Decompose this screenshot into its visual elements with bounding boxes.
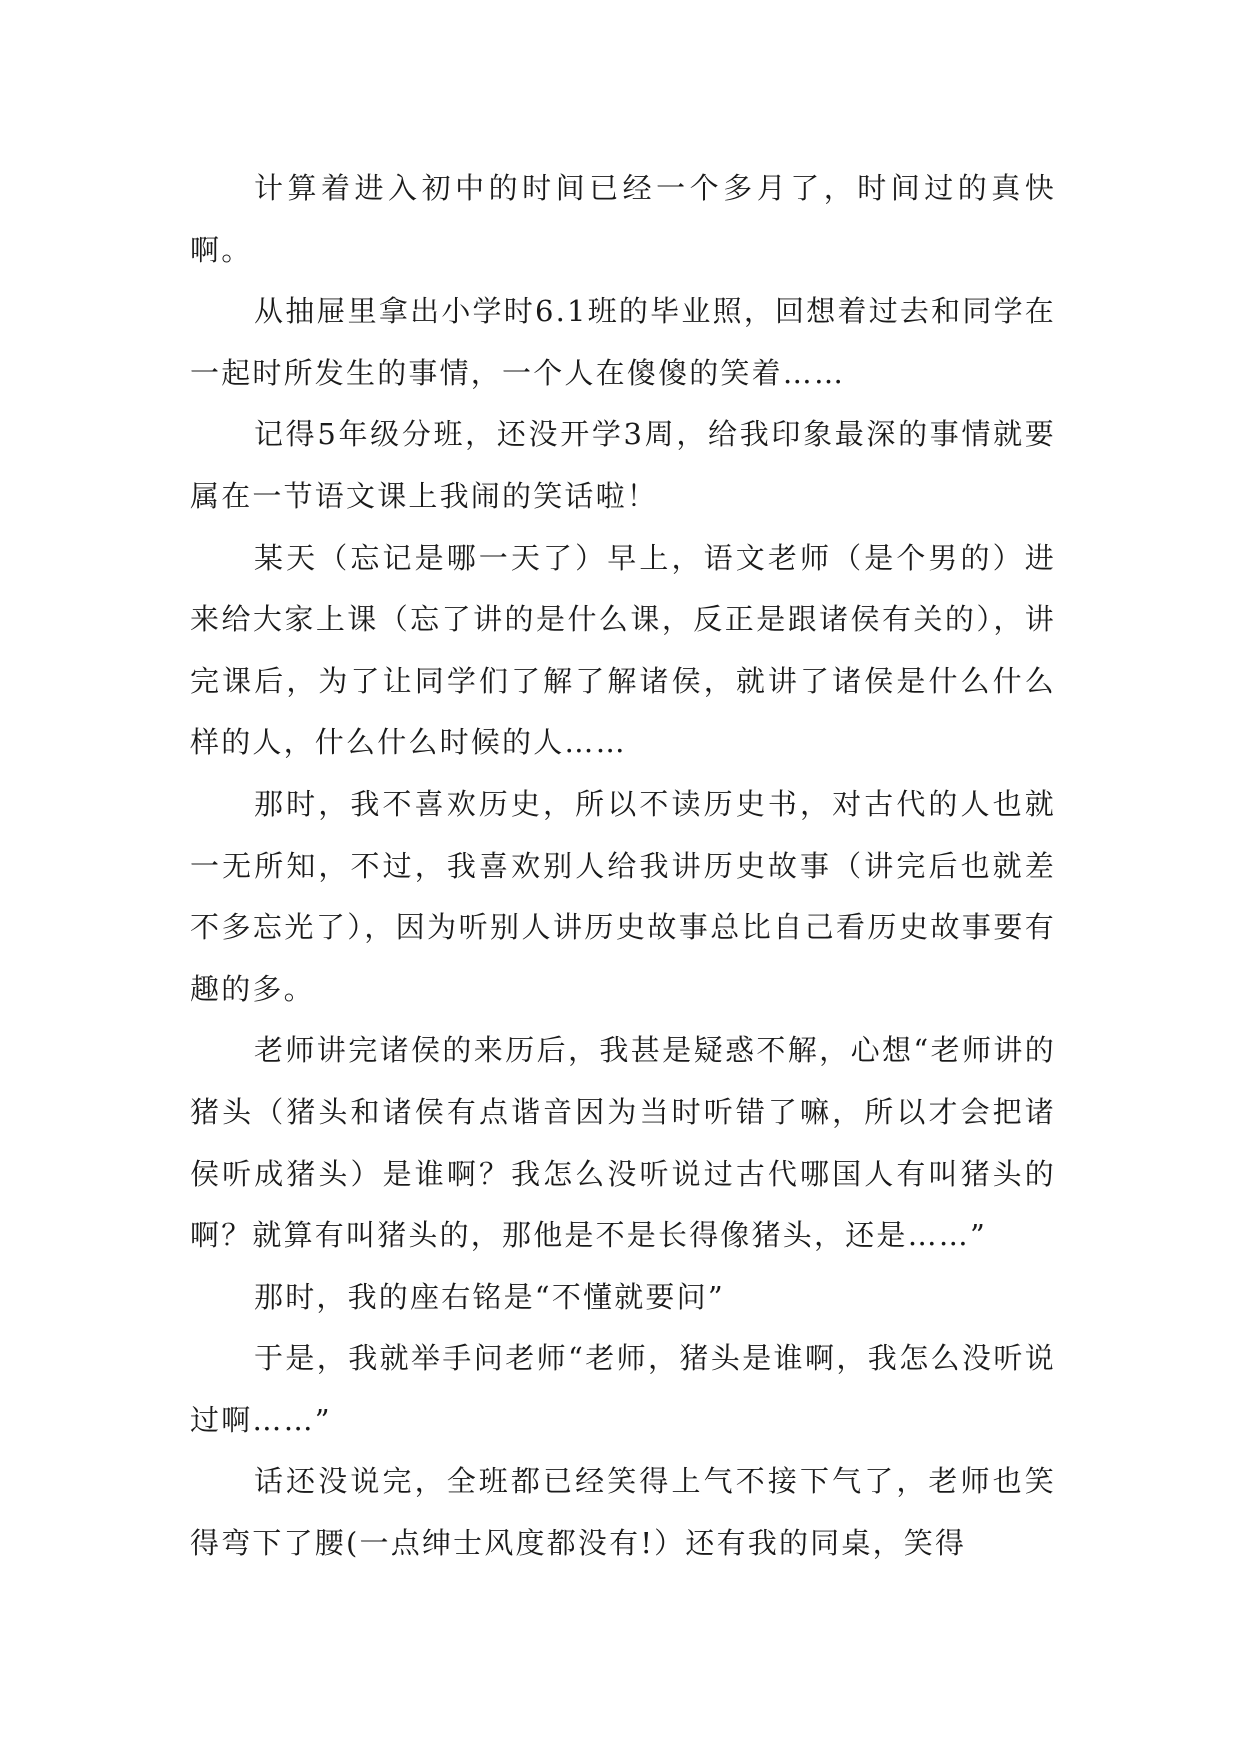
paragraph-9: 话还没说完，全班都已经笑得上气不接下气了，老师也笑得弯下了腰(一点绅士风度都没有!）还有我的同桌，笑得 <box>190 1464 1056 1561</box>
paragraph-5: 那时，我不喜欢历史，所以不读历史书，对古代的人也就一无所知，不过，我喜欢别人给我讲历史故事（讲完后也就差不多忘光了），因为听别人讲历史故事总比自己看历史故事要有趣的多。 <box>190 786 1056 1006</box>
paragraph-2: 从抽屉里拿出小学时6.1班的毕业照，回想着过去和同学在一起时所发生的事情，一个人在傻傻的笑着…… <box>190 294 1056 390</box>
paragraph-3: 记得5年级分班，还没开学3周，给我印象最深的事情就要属在一节语文课上我闹的笑话啦！ <box>190 417 1056 513</box>
paragraph-4: 某天（忘记是哪一天了）早上，语文老师（是个男的）进来给大家上课（忘了讲的是什么课，反正是跟诸侯有关的），讲完课后，为了让同学们了解了解诸侯，就讲了诸侯是什么什么样的人，什么什么时候的人…… <box>190 540 1056 760</box>
paragraph-7: 那时，我的座右铭是“不懂就要问” <box>254 1279 725 1314</box>
paragraph-8: 于是，我就举手问老师“老师，猪头是谁啊，我怎么没听说过啊……” <box>190 1341 1056 1437</box>
paragraph-1: 计算着进入初中的时间已经一个多月了，时间过的真快啊。 <box>190 171 1056 267</box>
essay-body <box>190 158 1056 1575</box>
paragraph-6: 老师讲完诸侯的来历后，我甚是疑惑不解，心想“老师讲的猪头（猪头和诸侯有点谐音因为当时听错了嘛，所以才会把诸侯听成猪头）是谁啊？我怎么没听说过古代哪国人有叫猪头的啊？就算有叫猪头的，那他是不是长得像猪头，还是……” <box>190 1033 1056 1253</box>
